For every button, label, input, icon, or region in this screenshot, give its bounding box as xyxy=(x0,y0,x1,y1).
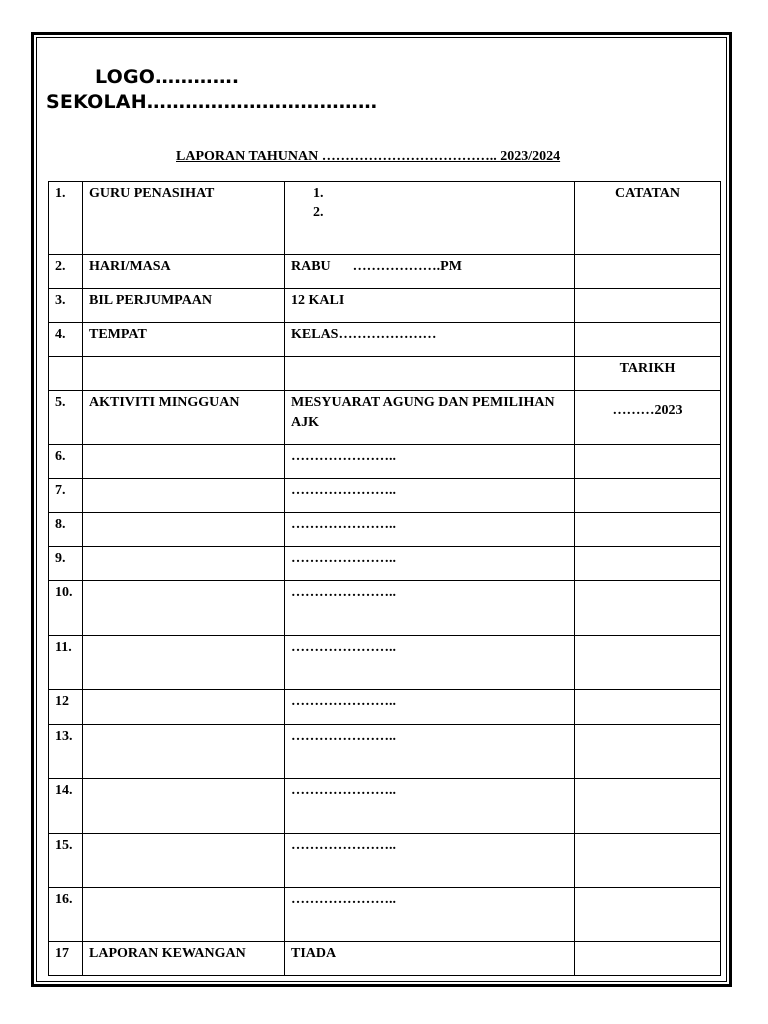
row-item: GURU PENASIHAT xyxy=(83,182,285,255)
report-table xyxy=(48,181,721,976)
row-number: 3. xyxy=(49,289,83,323)
table-row xyxy=(49,581,721,636)
notes-header: CATATAN xyxy=(575,182,721,255)
row-number: 7. xyxy=(49,479,83,513)
row-note xyxy=(575,942,721,976)
row-item xyxy=(83,513,285,547)
table-row xyxy=(49,888,721,942)
table-row xyxy=(49,357,721,391)
table-row xyxy=(49,942,721,976)
row-note xyxy=(575,888,721,942)
row-item xyxy=(83,779,285,834)
row-note xyxy=(575,255,721,289)
row-number: 9. xyxy=(49,547,83,581)
row-number: 17 xyxy=(49,942,83,976)
row-number: 4. xyxy=(49,323,83,357)
day-value: RABU xyxy=(291,259,331,274)
row-detail: 12 KALI xyxy=(285,289,575,323)
row-item xyxy=(83,357,285,391)
row-item xyxy=(83,547,285,581)
row-detail xyxy=(285,182,575,255)
row-detail: KELAS………………… xyxy=(285,323,575,357)
row-number: 10. xyxy=(49,581,83,636)
table-row xyxy=(49,479,721,513)
row-item: HARI/MASA xyxy=(83,255,285,289)
row-number: 16. xyxy=(49,888,83,942)
row-note xyxy=(575,636,721,690)
table-row xyxy=(49,323,721,357)
row-number: 12 xyxy=(49,690,83,725)
row-item xyxy=(83,445,285,479)
row-detail: ………………….. xyxy=(285,690,575,725)
row-note xyxy=(575,479,721,513)
row-note xyxy=(575,513,721,547)
row-number: 2. xyxy=(49,255,83,289)
row-item xyxy=(83,479,285,513)
row-number xyxy=(49,357,83,391)
row-note xyxy=(575,289,721,323)
row-detail: ………………….. xyxy=(285,581,575,636)
logo-placeholder: LOGO…………. xyxy=(95,66,240,88)
table-row xyxy=(49,391,721,445)
row-detail: MESYUARAT AGUNG DAN PEMILIHAN AJK xyxy=(285,391,575,445)
row-date: ………2023 xyxy=(575,391,721,445)
row-item xyxy=(83,581,285,636)
row-detail: ………………….. xyxy=(285,547,575,581)
row-number: 6. xyxy=(49,445,83,479)
table-row xyxy=(49,182,721,255)
row-note xyxy=(575,445,721,479)
row-detail: ………………….. xyxy=(285,725,575,779)
row-item: TEMPAT xyxy=(83,323,285,357)
table-row xyxy=(49,725,721,779)
report-title: LAPORAN TAHUNAN ……………………………….. 2023/2024 xyxy=(176,149,561,164)
row-number: 15. xyxy=(49,834,83,888)
table-row xyxy=(49,636,721,690)
row-number: 8. xyxy=(49,513,83,547)
row-note xyxy=(575,547,721,581)
date-header: TARIKH xyxy=(575,357,721,391)
row-detail xyxy=(285,357,575,391)
list-item: 2. xyxy=(313,205,324,220)
row-detail: ………………….. xyxy=(285,479,575,513)
row-item: BIL PERJUMPAAN xyxy=(83,289,285,323)
row-detail xyxy=(285,255,575,289)
row-item xyxy=(83,636,285,690)
row-detail: TIADA xyxy=(285,942,575,976)
row-item xyxy=(83,888,285,942)
row-note xyxy=(575,323,721,357)
row-item: LAPORAN KEWANGAN xyxy=(83,942,285,976)
row-number: 5. xyxy=(49,391,83,445)
row-note xyxy=(575,581,721,636)
table-row xyxy=(49,513,721,547)
row-number: 1. xyxy=(49,182,83,255)
table-row xyxy=(49,834,721,888)
list-item: 1. xyxy=(313,186,324,201)
row-number: 11. xyxy=(49,636,83,690)
row-detail: ………………….. xyxy=(285,513,575,547)
row-item: AKTIVITI MINGGUAN xyxy=(83,391,285,445)
school-name: SEKOLAH……………………………… xyxy=(46,91,378,113)
table-row xyxy=(49,445,721,479)
row-item xyxy=(83,725,285,779)
row-detail: ………………….. xyxy=(285,834,575,888)
row-detail: ………………….. xyxy=(285,779,575,834)
row-note xyxy=(575,779,721,834)
row-note xyxy=(575,834,721,888)
table-row xyxy=(49,547,721,581)
row-item xyxy=(83,834,285,888)
table-row xyxy=(49,255,721,289)
row-item xyxy=(83,690,285,725)
row-detail: ………………….. xyxy=(285,888,575,942)
advisor-list xyxy=(291,184,568,222)
table-row xyxy=(49,289,721,323)
table-row xyxy=(49,690,721,725)
row-number: 14. xyxy=(49,779,83,834)
row-detail: ………………….. xyxy=(285,636,575,690)
time-value: ……………….PM xyxy=(352,259,462,274)
row-note xyxy=(575,690,721,725)
row-number: 13. xyxy=(49,725,83,779)
row-detail: ………………….. xyxy=(285,445,575,479)
row-note xyxy=(575,725,721,779)
table-row xyxy=(49,779,721,834)
